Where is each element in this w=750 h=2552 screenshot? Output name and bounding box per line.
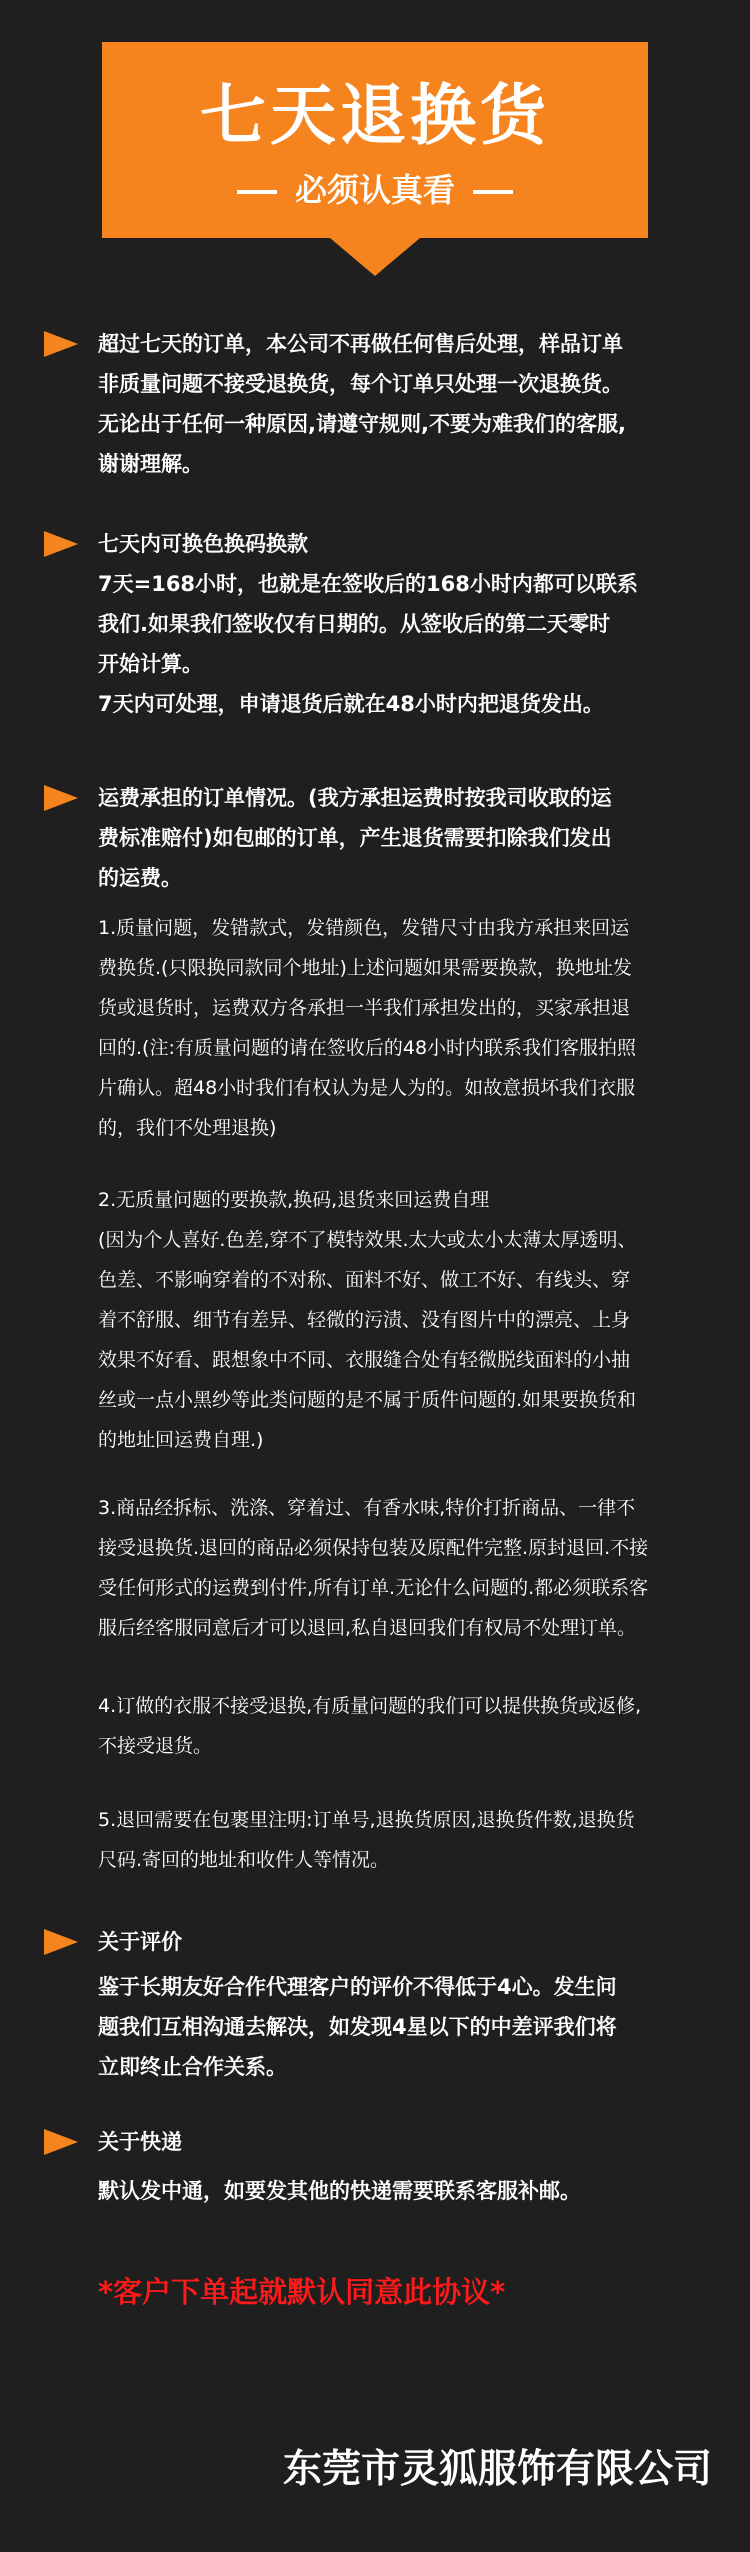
rule-item-3: 3.商品经拆标、洗涤、穿着过、有香水味,特价打折商品、一律不 接受退换货.退回的商品必须保持包装及原配件完整.原封退回.不接 受任何形式的运费到付件,所有订单.无论什么问题的.都必须联系客 服后经客服同意后才可以退回,私自退回我们有权局不处理订单。 xyxy=(98,1497,649,1639)
rule-item-1: 1.质量问题，发错款式，发错颜色，发错尺寸由我方承担来回运 费换货.(只限换同款同个地址)上述问题如果需要换款，换地址发 货或退货时，运费双方各承担一半我们承担发出的，买家承担退 回的.(注:有质量问题的请在签收后的48小时内联系我们客服拍照 片确认。超48小时我们有权认为是人为的。如故意损坏我们衣服 的，我们不处理退换) xyxy=(98,917,637,1139)
page-subtitle xyxy=(102,170,648,210)
company-name: 东莞市灵狐服饰有限公司 xyxy=(282,2447,712,2492)
section-heading: 关于快递 xyxy=(98,2130,182,2154)
section-text: 鉴于长期友好合作代理客户的评价不得低于4心。发生问 题我们互相沟通去解决，如发现4星以下的中差评我们将 立即终止合作关系。 xyxy=(98,1975,617,2079)
arrow-bullet-icon xyxy=(44,1929,78,1955)
banner-pointer-icon xyxy=(330,238,420,276)
section-heading: 七天内可换色换码换款 xyxy=(98,532,308,556)
arrow-bullet-icon xyxy=(44,2129,78,2155)
section-heading: 关于评价 xyxy=(98,1930,182,1954)
rule-item-2: 2.无质量问题的要换款,换码,退货来回运费自理 (因为个人喜好.色差,穿不了模特效果.太大或太小太薄太厚透明、 色差、不影响穿着的不对称、面料不好、做工不好、有线头、穿 着不舒服、细节有差异、轻微的污渍、没有图片中的漂亮、上身 效果不好看、跟想象中不同、衣服缝合处有轻微脱线面料的小抽 丝或一点小黑纱等此类问题的是不属于质件问题的.如果要换货和 的地址回运费自理.) xyxy=(98,1189,637,1451)
rule-item-4: 4.订做的衣服不接受退换,有质量问题的我们可以提供换货或返修, 不接受退货。 xyxy=(98,1695,642,1757)
arrow-bullet-icon xyxy=(44,785,78,811)
rule-item-5: 5.退回需要在包裹里注明:订单号,退换货原因,退换货件数,退换货 尺码.寄回的地址和收件人等情况。 xyxy=(98,1809,635,1871)
left-dash-decoration xyxy=(237,190,277,194)
arrow-bullet-icon xyxy=(44,531,78,557)
page-title: 七天退换货 xyxy=(200,77,550,154)
subtitle-text: 必须认真看 xyxy=(294,171,455,209)
arrow-bullet-icon xyxy=(44,331,78,357)
section-heading: 运费承担的订单情况。(我方承担运费时按我司收取的运 费标准赔付)如包邮的订单，产生退货需要扣除我们发出 的运费。 xyxy=(98,786,612,890)
agreement-notice: *客户下单起就默认同意此协议* xyxy=(98,2275,506,2309)
right-dash-decoration xyxy=(473,190,513,194)
section-text: 7天=168小时，也就是在签收后的168小时内都可以联系 我们.如果我们签收仅有日期的。从签收后的第二天零时 开始计算。 7天内可处理，申请退货后就在48小时内把退货发出。 xyxy=(98,572,638,716)
section-text: 超过七天的订单，本公司不再做任何售后处理，样品订单 非质量问题不接受退换货，每个订单只处理一次退换货。 无论出于任何一种原因,请遵守规则,不要为难我们的客服, 谢谢理解。 xyxy=(98,332,626,476)
title-banner xyxy=(102,42,648,238)
section-text: 默认发中通，如要发其他的快递需要联系客服补邮。 xyxy=(98,2179,581,2203)
